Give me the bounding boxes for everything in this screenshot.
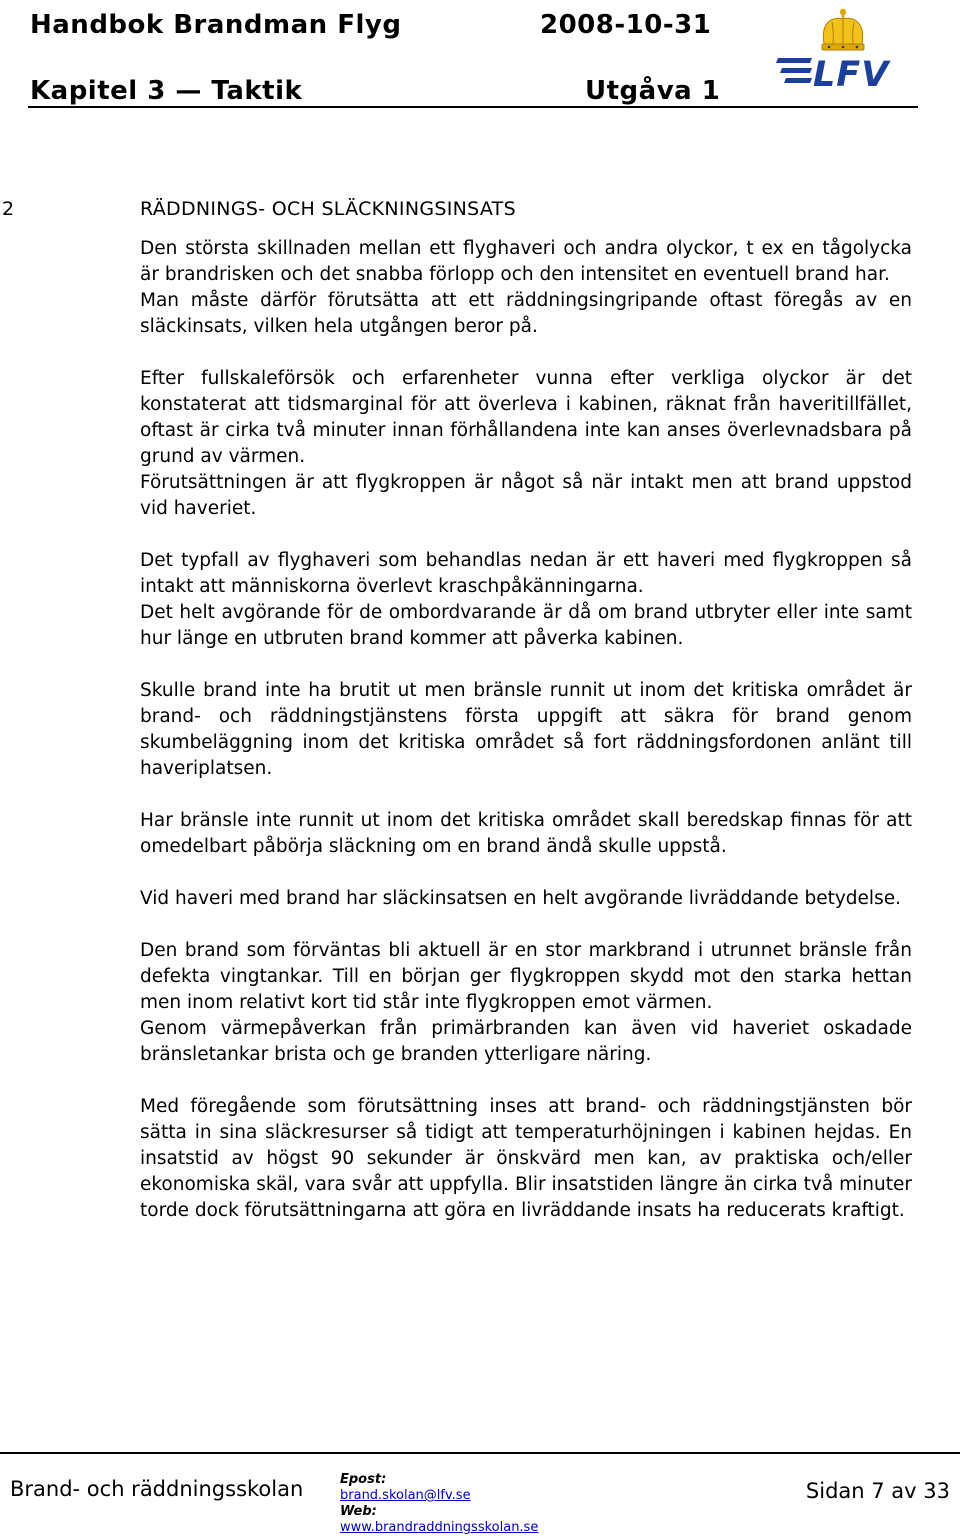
body-content [140,236,912,1250]
paragraph-text: Genom värmepåverkan från primärbranden kan även vid haveriet oskadade bränsletankar brista och ge branden ytterligare näring. [140,1018,912,1065]
paragraph-text: Med föregående som förutsättning inses att brand- och räddningstjänsten bör sätta in sina släckresurser så tidigt att temperaturhöjningen i kabinen hejdas. En insatstid av högst 90 sekunder är önskvärd men kan, av praktiska och/eller ekonomiska skäl, vara svår att uppfylla. Blir insatstiden längre än cirka två minuter torde dock förutsättningarna att göra en livräddande insats ha reducerats kraftigt. [140,1096,912,1221]
footer-school-name: Brand- och räddningsskolan [10,1477,304,1501]
web-label: Web: [340,1504,377,1519]
paragraph-text: Har bränsle inte runnit ut inom det kritiska området skall beredskap finnas för att omedelbart påbörja släckning om en brand ändå skulle uppstå. [140,810,912,857]
paragraph-text: Efter fullskaleförsök och erfarenheter vunna efter verkliga olyckor är det konstaterat att tidsmarginal för att överleva i kabinen, räknat från haveritillfället, oftast är cirka två minuter innan förhållandena inte kan anses överlevnadsbara på grund av värmen. [140,368,912,467]
paragraph-text: Man måste därför förutsätta att ett räddningsingripande oftast föregås av en släckinsats, vilken hela utgången beror på. [140,290,912,337]
edition-label: Utgåva 1 [585,76,721,106]
paragraph [140,886,912,912]
speed-stripes [776,58,812,83]
footer-contact [340,1472,538,1536]
lfv-logo [776,4,906,96]
document-date: 2008-10-31 [540,10,712,40]
paragraph-text: Det typfall av flyghaveri som behandlas nedan är ett haveri med flygkroppen så intakt att människorna överlevt kraschpåkänningarna. [140,550,912,597]
paragraph [140,548,912,652]
paragraph-text: Vid haveri med brand har släckinsatsen en helt avgörande livräddande betydelse. [140,888,901,909]
chapter-heading: Kapitel 3 — Taktik [30,76,303,106]
paragraph-text: Skulle brand inte ha brutit ut men bränsle runnit ut inom det kritiska området är brand- och räddningstjänstens första uppgift att säkra för brand genom skumbeläggning inom det kritiska området så fort räddningsfordonen anlänt till haveriplatsen. [140,680,912,779]
email-label: Epost: [340,1472,387,1487]
section-title: RÄDDNINGS- OCH SLÄCKNINGSINSATS [140,198,516,220]
paragraph [140,938,912,1068]
paragraph [140,1094,912,1224]
page-number: Sidan 7 av 33 [805,1479,950,1503]
crown-icon [822,9,864,50]
footer-divider [0,1452,960,1454]
paragraph-text: Förutsättningen är att flygkroppen är något så när intakt men att brand uppstod vid haveriet. [140,472,912,519]
paragraph-text: Det helt avgörande för de ombordvarande är då om brand utbryter eller inte samt hur länge en utbruten brand kommer att påverka kabinen. [140,602,912,649]
header-divider [28,106,918,108]
paragraph-text: Den största skillnaden mellan ett flyghaveri och andra olyckor, t ex en tågolycka är brandrisken och det snabba förlopp och den intensitet en eventuell brand har. [140,238,912,285]
paragraph [140,808,912,860]
paragraph [140,366,912,522]
document-title: Handbok Brandman Flyg [30,10,402,40]
email-link[interactable]: brand.skolan@lfv.se [340,1488,471,1503]
paragraph [140,678,912,782]
paragraph-text: Den brand som förväntas bli aktuell är en stor markbrand i utrunnet bränsle från defekta vingtankar. Till en början ger flygkroppen skydd mot den starka hettan men inom relativt kort tid står inte flygkroppen emot värmen. [140,940,912,1013]
logo-text: LFV [813,55,890,95]
web-link[interactable]: www.brandraddningsskolan.se [340,1520,539,1535]
section-number: 2 [2,198,15,220]
paragraph [140,236,912,340]
